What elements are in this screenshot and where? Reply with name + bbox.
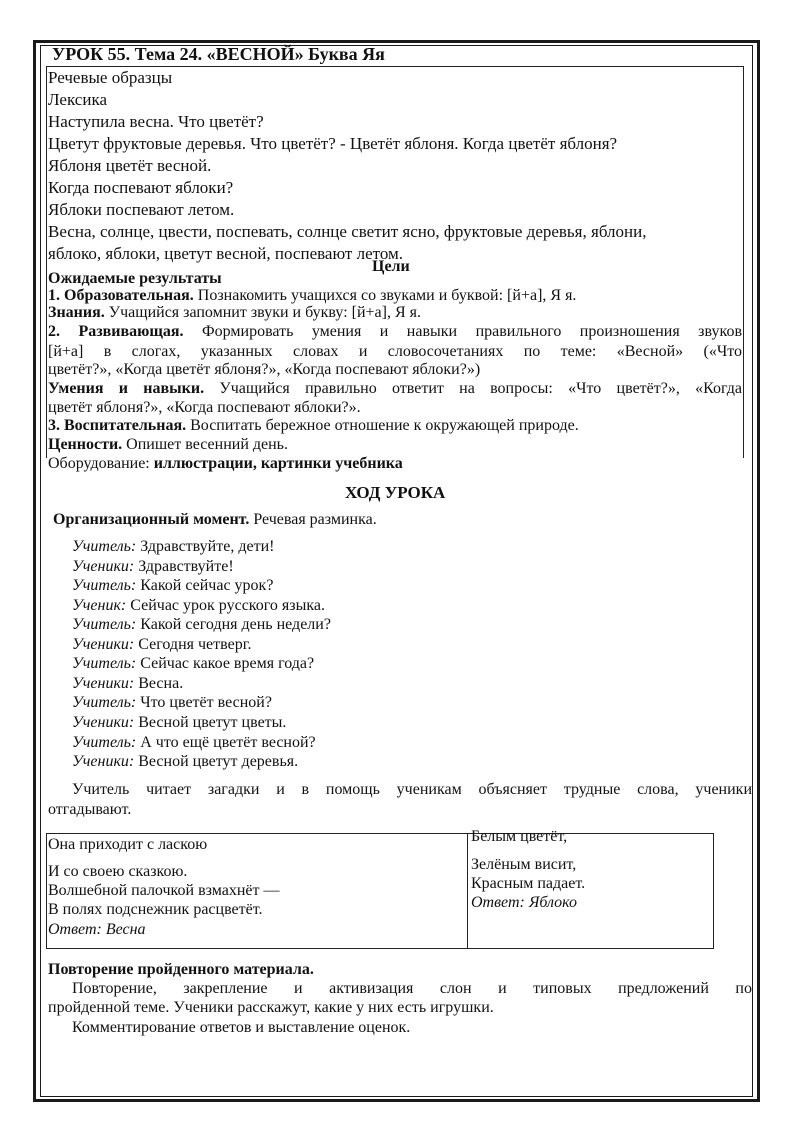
lexicon-label: Лексика <box>48 90 107 109</box>
upbringing-label: 3. Воспитательная. <box>48 417 187 434</box>
dialogue-line <box>72 734 316 752</box>
goals-heading: Цели <box>372 258 410 275</box>
dev-goal-line-3: цветёт?», «Когда цветёт яблоня?», «Когда поспевают яблоки?») <box>48 361 481 378</box>
upbringing-goal <box>48 417 579 435</box>
utterance: Весна. <box>138 675 184 692</box>
utterance: Сегодня четверг. <box>138 636 252 653</box>
dialogue-line <box>72 577 273 595</box>
dialogue-line <box>72 538 274 556</box>
vocab-line: Весна, солнце, цвести, поспевать, солнце светит ясно, фруктовые деревья, яблони, <box>48 222 647 241</box>
dialogue-line <box>72 753 298 771</box>
speech-samples-label: Речевые образцы <box>48 68 173 87</box>
riddle-intro-line-1: Учитель читает загадки и в помощь ученикам объясняет трудные слова, ученики <box>72 781 752 798</box>
equipment-text: иллюстрации, картинки учебника <box>153 455 403 472</box>
skills-label: Умения и навыки. <box>48 380 205 397</box>
values-text: Опишет весенний день. <box>126 436 288 453</box>
riddle-1-answer: Ответ: Весна <box>48 921 146 938</box>
dialogue-line <box>72 714 286 732</box>
speaker: Ученики: <box>72 753 135 770</box>
speaker: Учитель: <box>72 616 137 633</box>
dev-goal-label: 2. Развивающая. <box>48 323 184 340</box>
riddle-2-line: Белым цветёт, <box>471 828 568 845</box>
riddle-2-line: Зелёным висит, <box>471 856 577 873</box>
edu-goal-label: 1. Образовательная. <box>48 287 194 304</box>
utterance: Здравствуйте! <box>138 558 234 575</box>
review-line-2: пройденной теме. Ученики расскажут, какие у них есть игрушки. <box>48 999 494 1016</box>
utterance: Какой сейчас урок? <box>140 577 274 594</box>
dev-goal-line-2: [й+а] в слогах, указанных словах и словосочетаниях по теме: «Весной» («Что <box>48 343 742 360</box>
dialogue-line <box>72 655 314 673</box>
riddle-1-line: Она приходит с ласкою <box>48 836 208 853</box>
org-moment-text: Речевая разминка. <box>253 511 377 528</box>
expected-results-heading: Ожидаемые результаты <box>48 270 222 287</box>
org-moment <box>53 511 377 529</box>
org-moment-label: Организационный момент. <box>53 511 250 528</box>
dialogue-line <box>72 597 325 615</box>
dev-goal-text: Формировать умения и навыки правильного произношения звуков <box>202 323 743 340</box>
riddle-1-line: В полях подснежник расцветёт. <box>48 901 263 918</box>
equipment <box>48 455 403 473</box>
knowledge-label: Знания. <box>48 304 105 321</box>
utterance: Здравствуйте, дети! <box>140 538 275 555</box>
riddle-2-line: Красным падает. <box>471 875 586 892</box>
values-label: Ценности. <box>48 436 123 453</box>
values <box>48 436 288 454</box>
riddle-1-line: И со своею сказкою. <box>48 863 188 880</box>
utterance: Что цветёт весной? <box>140 694 272 711</box>
dev-goal-line-1 <box>48 323 742 341</box>
speech-line: Цветут фруктовые деревья. Что цветёт? - Цветёт яблоня. Когда цветёт яблоня? <box>48 134 618 153</box>
lesson-progress-heading: ХОД УРОКА <box>345 483 446 502</box>
utterance: Какой сегодня день недели? <box>140 616 331 633</box>
edu-goal-text: Познакомить учащихся со звуками и буквой: [й+а], Я я. <box>197 287 577 304</box>
speech-line: Яблоки поспевают летом. <box>48 200 235 219</box>
speech-line: Яблоня цветёт весной. <box>48 156 212 175</box>
utterance: Сейчас какое время года? <box>140 655 315 672</box>
speaker: Учитель: <box>72 734 137 751</box>
speaker: Учитель: <box>72 577 137 594</box>
skills-text: Учащийся правильно ответит на вопросы: «Что цветёт?», «Когда <box>219 380 743 397</box>
speaker: Ученики: <box>72 675 135 692</box>
speaker: Учитель: <box>72 538 137 555</box>
speaker: Ученики: <box>72 714 135 731</box>
dialogue-line <box>72 636 251 654</box>
speaker: Учитель: <box>72 694 137 711</box>
utterance: Весной цветут цветы. <box>138 714 287 731</box>
speaker: Учитель: <box>72 655 137 672</box>
upbringing-text: Воспитать бережное отношение к окружающей природе. <box>190 417 579 434</box>
review-line-1: Повторение, закрепление и активизация слон и типовых предложений по <box>72 980 752 997</box>
dialogue-line <box>72 694 272 712</box>
speaker: Ученики: <box>72 636 135 653</box>
review-heading: Повторение пройденного материала. <box>48 961 314 978</box>
skills-line-1 <box>48 380 742 398</box>
speaker: Ученик: <box>72 597 127 614</box>
utterance: А что ещё цветёт весной? <box>140 734 316 751</box>
utterance: Сейчас урок русского языка. <box>130 597 325 614</box>
vocab-line: яблоко, яблоки, цветут весной, поспевают летом. <box>48 244 404 263</box>
riddle-2-answer: Ответ: Яблоко <box>471 894 578 911</box>
utterance: Весной цветут деревья. <box>138 753 299 770</box>
speech-line: Наступила весна. Что цветёт? <box>48 112 264 131</box>
knowledge <box>48 304 421 322</box>
lesson-title: УРОК 55. Тема 24. «ВЕСНОЙ» Буква Яя <box>52 44 385 64</box>
speaker: Ученики: <box>72 558 135 575</box>
edu-goal <box>48 287 576 305</box>
dialogue-line <box>72 558 234 576</box>
riddle-1-line: Волшебной палочкой взмахнёт — <box>48 882 280 899</box>
knowledge-text: Учащийся запомнит звуки и букву: [й+а], Я я. <box>108 304 422 321</box>
speech-line: Когда поспевают яблоки? <box>48 178 234 197</box>
review-line-3: Комментирование ответов и выставление оценок. <box>72 1019 411 1036</box>
dialogue-line <box>72 616 331 634</box>
riddle-intro-line-2: отгадывают. <box>48 801 132 818</box>
equipment-label: Оборудование: <box>48 455 150 472</box>
dialogue-line <box>72 675 183 693</box>
skills-line-2: цветёт яблоня?», «Когда поспевают яблоки?». <box>48 399 361 416</box>
riddles-divider <box>467 834 468 948</box>
